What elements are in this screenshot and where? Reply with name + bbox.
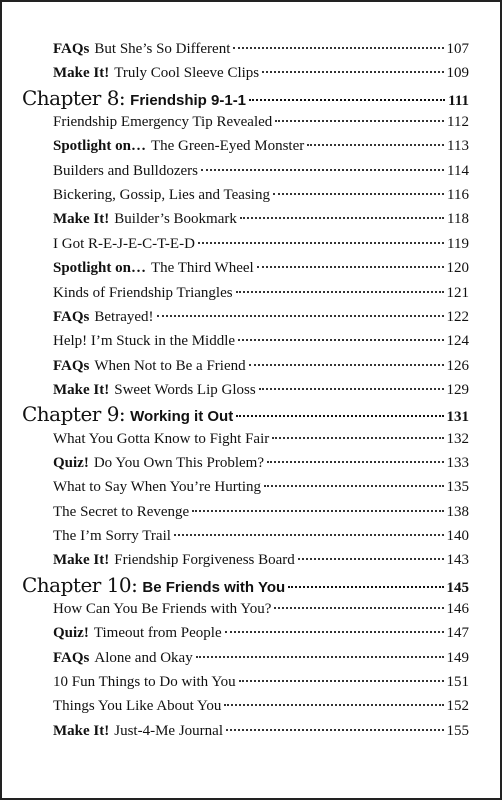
toc-entry xyxy=(53,112,469,132)
entry-prefix: Make It! xyxy=(53,552,110,569)
chapter-heading xyxy=(22,402,469,427)
toc-entry xyxy=(53,672,469,692)
toc-entry xyxy=(53,63,469,83)
entry-title: What You Gotta Know to Fight Fair xyxy=(53,430,270,447)
toc-entry xyxy=(53,721,469,741)
toc-entry xyxy=(53,307,469,327)
dot-leader xyxy=(196,656,444,658)
entry-title: The Third Wheel xyxy=(150,260,254,277)
entry-title: Things You Like About You xyxy=(53,698,222,715)
toc-entry xyxy=(53,380,469,400)
dot-leader xyxy=(198,242,444,244)
entry-prefix: Quiz! xyxy=(53,625,89,642)
page-number: 113 xyxy=(447,138,469,155)
dot-leader xyxy=(236,291,444,293)
dot-leader xyxy=(274,607,443,609)
chapter-label: Chapter 10: xyxy=(22,572,138,597)
toc-entry xyxy=(53,648,469,668)
dot-leader xyxy=(236,415,443,417)
dot-leader xyxy=(201,169,444,171)
toc-entry xyxy=(53,623,469,643)
entry-title: Timeout from People xyxy=(93,625,222,642)
toc-entry xyxy=(53,453,469,473)
page-number: 135 xyxy=(446,479,469,496)
page-number: 131 xyxy=(446,409,469,426)
dot-leader xyxy=(259,388,444,390)
chapter-heading xyxy=(22,85,469,110)
dot-leader xyxy=(257,266,444,268)
toc-entry xyxy=(53,185,469,205)
entry-title: Bickering, Gossip, Lies and Teasing xyxy=(53,187,270,204)
page-number: 155 xyxy=(446,722,469,739)
entry-prefix: Make It! xyxy=(53,211,110,228)
toc-entry xyxy=(53,696,469,716)
toc-entry xyxy=(53,161,469,181)
toc-entry xyxy=(53,39,469,59)
dot-leader xyxy=(249,99,445,101)
dot-leader xyxy=(174,534,444,536)
page-number: 138 xyxy=(446,503,469,520)
page-number: 111 xyxy=(448,92,469,109)
entry-prefix: FAQs xyxy=(53,649,90,666)
toc-entry xyxy=(53,136,469,156)
page-number: 146 xyxy=(446,601,469,618)
entry-title: Kinds of Friendship Triangles xyxy=(53,284,233,301)
dot-leader xyxy=(273,193,444,195)
chapter-label: Chapter 8: xyxy=(22,85,126,110)
entry-title: Betrayed! xyxy=(94,308,154,325)
entry-title: Builders and Bulldozers xyxy=(53,162,198,179)
entry-title: Builder’s Bookmark xyxy=(114,211,237,228)
dot-leader xyxy=(240,217,444,219)
page-number: 126 xyxy=(446,357,469,374)
chapter-title: Be Friends with You xyxy=(142,578,286,596)
page-number: 114 xyxy=(447,162,469,179)
entry-prefix: Quiz! xyxy=(53,454,89,471)
entry-prefix: Make It! xyxy=(53,381,110,398)
entry-title: Do You Own This Problem? xyxy=(93,454,264,471)
toc-entry xyxy=(53,550,469,570)
page-number: 151 xyxy=(446,674,469,691)
dot-leader xyxy=(192,510,443,512)
entry-title: I Got R-E-J-E-C-T-E-D xyxy=(53,235,195,252)
entry-title: The I’m Sorry Trail xyxy=(53,528,171,544)
entry-title: When Not to Be a Friend xyxy=(94,357,246,374)
entry-title: Friendship Forgiveness Board xyxy=(114,552,295,569)
entry-title: The Secret to Revenge xyxy=(53,503,190,520)
dot-leader xyxy=(307,144,444,146)
chapter-heading xyxy=(22,572,469,597)
page-number: 145 xyxy=(446,579,469,596)
toc-entry xyxy=(53,429,469,449)
page-number: 132 xyxy=(446,430,469,447)
page-number: 121 xyxy=(446,284,469,301)
entry-prefix: FAQs xyxy=(53,41,90,57)
page-number: 133 xyxy=(446,454,469,471)
dot-leader xyxy=(225,631,444,633)
entry-title: Sweet Words Lip Gloss xyxy=(114,381,256,398)
page-number: 152 xyxy=(446,698,469,715)
toc-entry xyxy=(53,234,469,254)
entry-title: Friendship Emergency Tip Revealed xyxy=(53,114,273,131)
dot-leader xyxy=(264,485,443,487)
entry-title: Alone and Okay xyxy=(94,649,193,666)
dot-leader xyxy=(239,680,444,682)
page-number: 118 xyxy=(447,211,469,228)
entry-prefix: FAQs xyxy=(53,308,90,325)
page-number: 109 xyxy=(446,65,469,82)
dot-leader xyxy=(233,47,443,49)
dot-leader xyxy=(275,120,444,122)
page-number: 143 xyxy=(446,552,469,569)
entry-title: What to Say When You’re Hurting xyxy=(53,479,262,496)
page-number: 107 xyxy=(446,41,469,57)
page-number: 149 xyxy=(446,649,469,666)
entry-title: Help! I’m Stuck in the Middle xyxy=(53,333,236,350)
entry-prefix: Spotlight on… xyxy=(53,138,146,155)
toc-entry xyxy=(53,283,469,303)
entry-prefix: FAQs xyxy=(53,357,90,374)
page-number: 124 xyxy=(446,333,469,350)
page-number: 112 xyxy=(447,114,469,131)
toc-entry xyxy=(53,258,469,278)
entry-title: How Can You Be Friends with You? xyxy=(53,601,272,618)
toc-entry xyxy=(53,331,469,351)
toc-entry xyxy=(53,526,469,546)
chapter-title: Friendship 9-1-1 xyxy=(130,91,247,109)
dot-leader xyxy=(288,586,443,588)
dot-leader xyxy=(267,461,444,463)
entry-title: The Green-Eyed Monster xyxy=(150,138,305,155)
dot-leader xyxy=(262,71,443,73)
toc-entry xyxy=(53,502,469,522)
chapter-title: Working it Out xyxy=(130,408,234,426)
toc-entry xyxy=(53,599,469,619)
toc-entry xyxy=(53,209,469,229)
chapter-label: Chapter 9: xyxy=(22,402,126,427)
page-number: 116 xyxy=(447,187,469,204)
page-number: 120 xyxy=(446,260,469,277)
dot-leader xyxy=(249,364,444,366)
toc-entry xyxy=(53,477,469,497)
entry-title: 10 Fun Things to Do with You xyxy=(53,674,236,691)
page-number: 147 xyxy=(446,625,469,642)
entry-prefix: Make It! xyxy=(53,722,110,739)
entry-prefix: Spotlight on… xyxy=(53,260,146,277)
page-number: 140 xyxy=(446,528,469,544)
entry-prefix: Make It! xyxy=(53,65,110,82)
page-number: 119 xyxy=(447,235,469,252)
page-number: 129 xyxy=(446,381,469,398)
dot-leader xyxy=(272,437,443,439)
dot-leader xyxy=(238,339,443,341)
dot-leader xyxy=(224,704,443,706)
entry-title: Truly Cool Sleeve Clips xyxy=(114,65,260,82)
dot-leader xyxy=(157,315,444,317)
dot-leader xyxy=(298,558,444,560)
toc-entry xyxy=(53,356,469,376)
dot-leader xyxy=(226,729,444,731)
entry-title: Just-4-Me Journal xyxy=(114,722,223,739)
entry-title: But She’s So Different xyxy=(94,41,231,57)
page-number: 122 xyxy=(446,308,469,325)
